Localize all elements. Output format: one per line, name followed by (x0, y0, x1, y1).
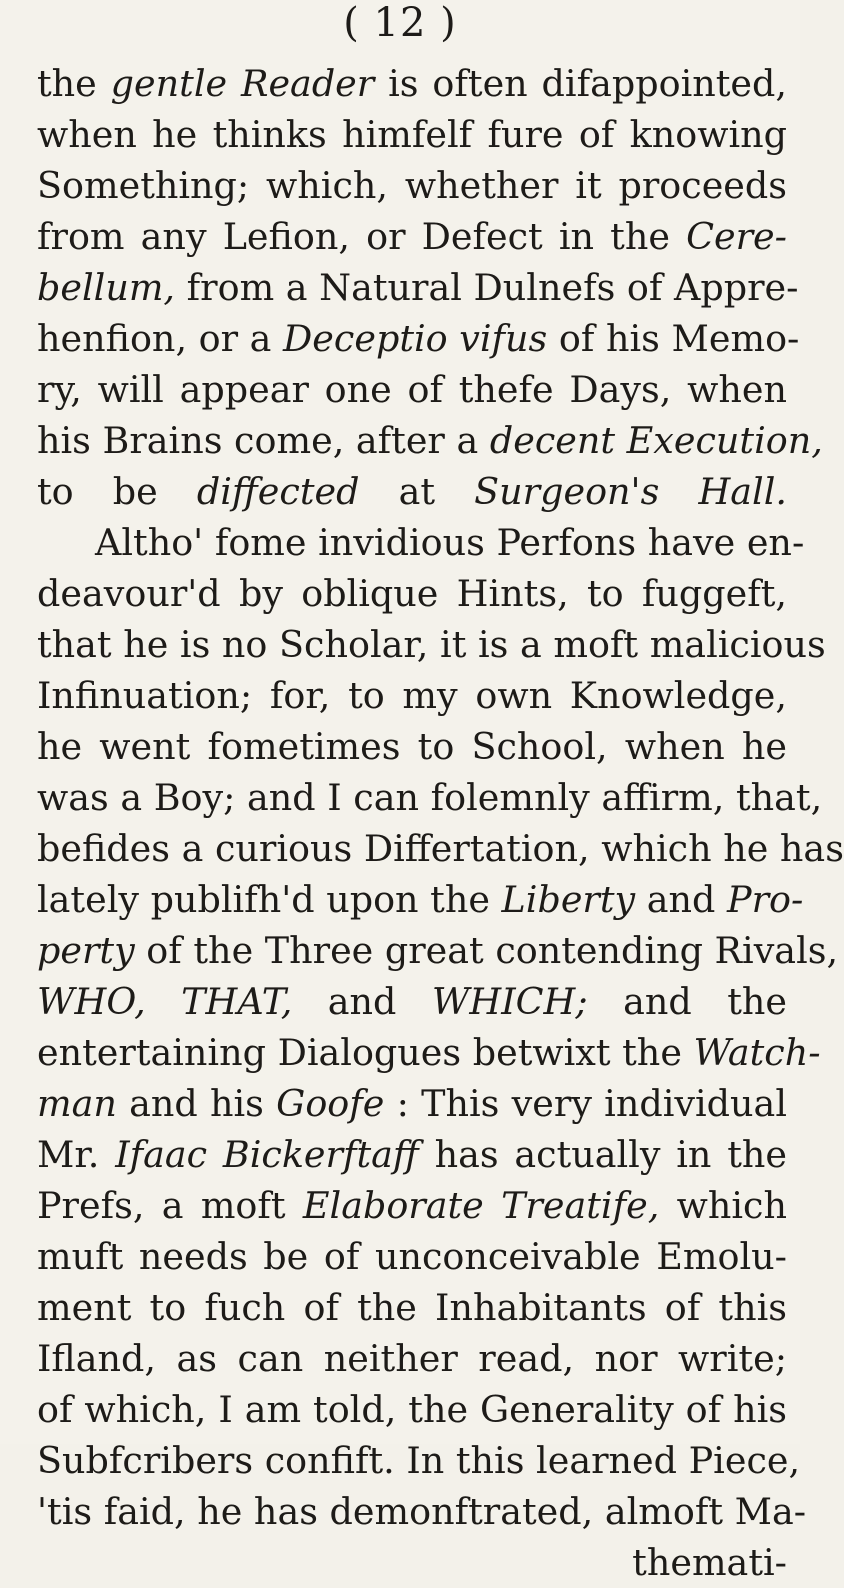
text-line (37, 772, 823, 823)
text-run: which (659, 1184, 787, 1227)
text-run: from a Natural Dulnefs of Appre- (175, 266, 799, 309)
text-line (37, 1231, 787, 1282)
text-line (37, 1333, 787, 1384)
italic-run: Elaborate Treatife, (302, 1184, 660, 1227)
text-run: themati- (632, 1541, 787, 1584)
text-line (37, 1129, 787, 1180)
italic-run: Liberty (501, 878, 636, 921)
text-line (37, 1078, 787, 1129)
body-text (37, 58, 844, 1588)
italic-run: Pro- (727, 878, 804, 921)
text-run: when he thinks himfelf fure of knowing (37, 113, 787, 156)
text-run: at (359, 470, 475, 513)
text-line (37, 619, 826, 670)
text-line (37, 925, 839, 976)
text-run: Prefs, a moft (37, 1184, 303, 1227)
text-line (37, 1435, 801, 1486)
italic-run: diffected (196, 470, 360, 513)
text-run: befides a curious Differtation, which he has (37, 827, 844, 870)
text-line (37, 415, 823, 466)
text-run: henfion, or a (37, 317, 284, 360)
text-run: Infinuation; for, to my own Knowledge, (37, 674, 787, 717)
text-line (37, 313, 800, 364)
text-line (37, 568, 787, 619)
text-line (37, 466, 787, 517)
text-line (37, 211, 787, 262)
text-line (37, 364, 787, 415)
text-run: 'tis faid, he has demonftrated, almoft Ma- (37, 1490, 807, 1533)
text-run: that he is no Scholar, it is a moft malicious (37, 623, 826, 666)
text-run: and (635, 878, 728, 921)
text-line (37, 1282, 787, 1333)
italic-run: man (37, 1082, 117, 1125)
italic-run: perty (37, 929, 135, 972)
text-run: Subfcribers confift. In this learned Piece, (37, 1439, 801, 1482)
text-line (37, 670, 787, 721)
text-run: : This very individual (384, 1082, 787, 1125)
text-run: and (292, 980, 432, 1023)
text-line (37, 976, 787, 1027)
italic-run: WHO, THAT, (37, 980, 293, 1023)
text-run: of which, I am told, the Generality of his (37, 1388, 787, 1431)
text-run: was a Boy; and I can folemnly affirm, that, (37, 776, 823, 819)
text-run: Something; which, whether it proceeds (37, 164, 787, 207)
italic-run: bellum, (37, 266, 176, 309)
text-run: muft needs be of unconceivable Emolu- (37, 1235, 787, 1278)
text-line (37, 1537, 787, 1588)
text-run: lately publifh'd upon the (37, 878, 502, 921)
text-run: Ifland, as can neither read, nor write; (37, 1337, 787, 1380)
text-run: and his (116, 1082, 277, 1125)
italic-run: Deceptio vifus (283, 317, 548, 360)
text-line (37, 823, 844, 874)
text-run: Mr. (37, 1133, 116, 1176)
text-line (37, 1486, 807, 1537)
italic-run: gentle Reader (110, 62, 375, 105)
text-line (37, 517, 805, 568)
text-line (37, 262, 799, 313)
text-line (37, 109, 787, 160)
text-run: ry, will appear one of thefe Days, when (37, 368, 787, 411)
text-run: the (37, 62, 111, 105)
italic-run: Ifaac Bickerftaff (115, 1133, 419, 1176)
text-run: has actually in the (418, 1133, 787, 1176)
text-line (37, 721, 787, 772)
text-line (37, 160, 787, 211)
italic-run: Watch- (693, 1031, 821, 1074)
italic-run: Goofe (276, 1082, 385, 1125)
text-run: from any Lefion, or Defect in the (37, 215, 687, 258)
text-run: is often difappointed, (374, 62, 787, 105)
text-line (37, 1027, 821, 1078)
text-line (37, 874, 804, 925)
italic-run: Surgeon's Hall. (474, 470, 787, 513)
page-number: ( 12 ) (343, 0, 457, 46)
text-run: his Brains come, after a (37, 419, 490, 462)
text-run: to be (37, 470, 197, 513)
italic-run: decent Execution, (489, 419, 823, 462)
text-run: entertaining Dialogues betwixt the (37, 1031, 694, 1074)
text-line (37, 1180, 787, 1231)
text-line (37, 58, 787, 109)
italic-run: WHICH; (431, 980, 588, 1023)
text-run: Altho' fome invidious Perfons have en- (95, 521, 805, 564)
italic-run: Cere- (686, 215, 787, 258)
text-run: ment to fuch of the Inhabitants of this (37, 1286, 787, 1329)
text-line (37, 1384, 787, 1435)
text-run: of his Memo- (547, 317, 800, 360)
text-run: he went fometimes to School, when he (37, 725, 787, 768)
text-run: deavour'd by oblique Hints, to fuggeft, (37, 572, 787, 615)
text-run: of the Three great contending Rivals, (134, 929, 839, 972)
text-run: and the (587, 980, 787, 1023)
